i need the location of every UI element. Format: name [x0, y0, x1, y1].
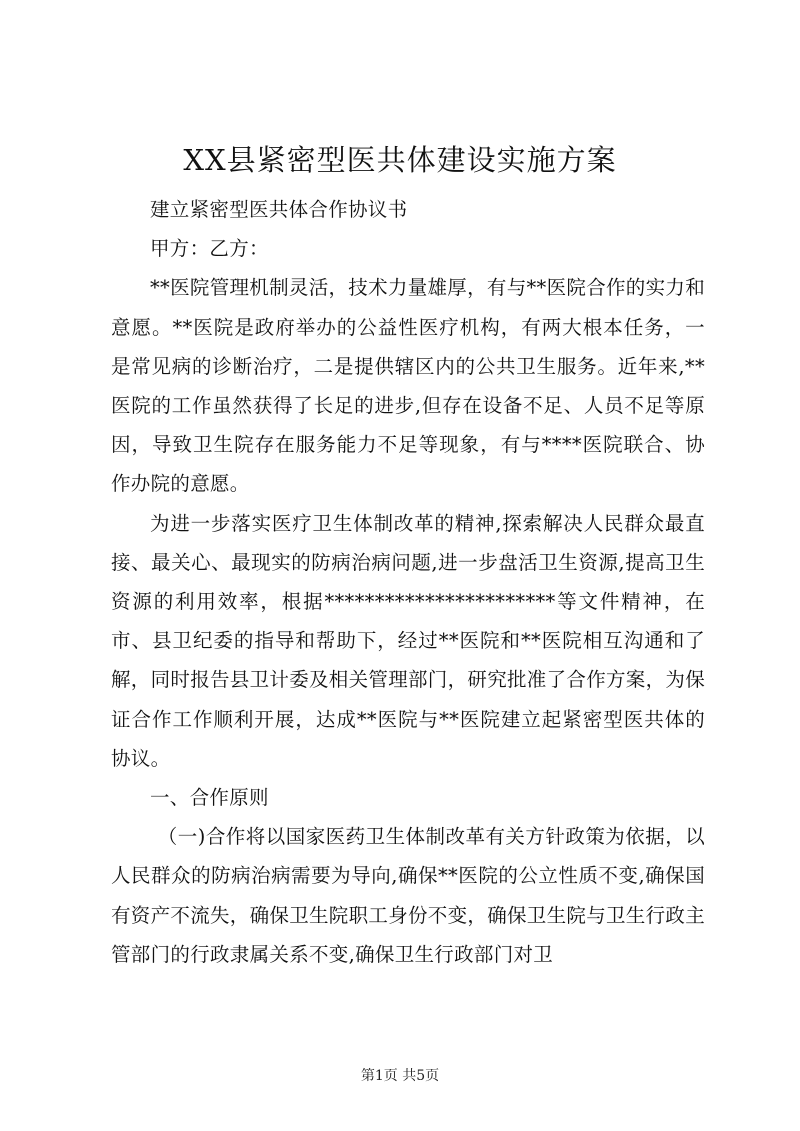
paragraph-background: **医院管理机制灵活，技术力量雄厚，有与**医院合作的实力和意愿。**医院是政府举办的公益性医疗机构，有两大根本任务，一是常见病的诊断治疗，二是提供辖区内的公共卫生服务。近年来,**医院的工作虽然获得了长足的进步,但存在设备不足、人员不足等原因，导致卫生院存在服务能力不足等现象，有与****医院联合、协作办院的意愿。 — [111, 276, 705, 496]
section-heading-principles: 一、合作原则 — [150, 786, 269, 810]
page-footer: 第1页 共5页 — [360, 1068, 440, 1084]
paragraph-purpose: 为进一步落实医疗卫生体制改革的精神,探索解决人民群众最直接、最关心、最现实的防病治病问题,进一步盘活卫生资源,提高卫生资源的利用效率，根据***********************等文件精神，在市、县卫纪委的指导和帮助下，经过**医院和**医院相互沟通和了解，同时报告县卫计委及相关管理部门，研究批准了合作方案，为保证合作工作顺利开展，达成**医院与**医院建立起紧密型医共体的协议。 — [111, 511, 706, 770]
document-body — [111, 190, 705, 974]
agreement-subtitle: 建立紧密型医共体合作协议书 — [150, 198, 408, 221]
parties-line: 甲方：乙方： — [150, 237, 269, 261]
document-title: XX县紧密型医共体建设实施方案 — [183, 143, 617, 177]
paragraph-principle-1: （一)合作将以国家医药卫生体制改革有关方针政策为依据，以人民群众的防病治病需要为导向,确保**医院的公立性质不变,确保国有资产不流失，确保卫生院职工身份不变，确保卫生院与卫生行政主管部门的行政隶属关系不变,确保卫生行政部门对卫 — [111, 825, 706, 966]
